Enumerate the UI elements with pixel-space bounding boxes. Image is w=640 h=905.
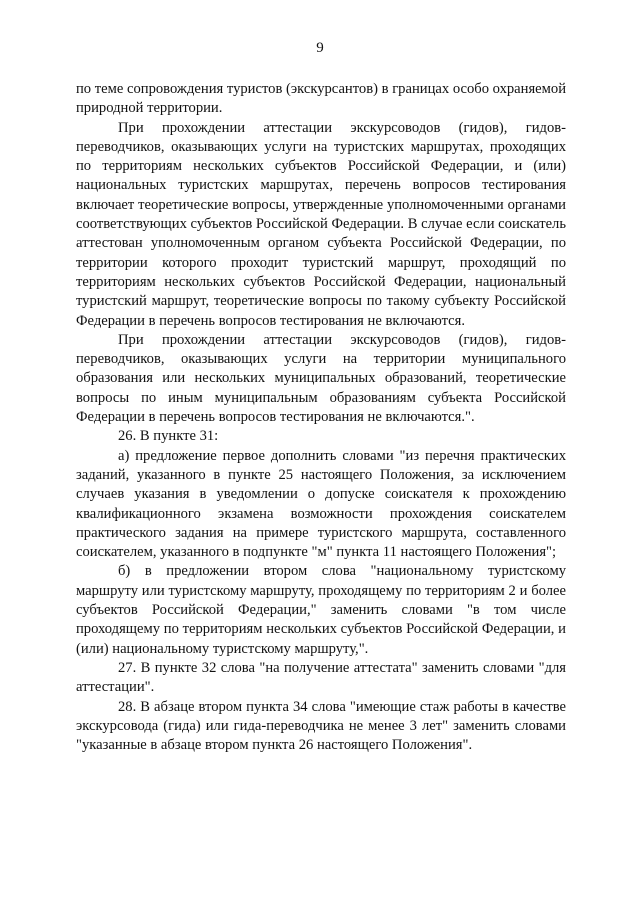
paragraph: При прохождении аттестации экскурсоводов (гидов), гидов-переводчиков, оказывающих услуги на территории муниципального образования или нескольких муниципальных образований, теоретические вопросы по иным муниципальным образованиям субъекта Российской Федерации в перечень вопросов тестирования не включаются.". [76, 331, 566, 426]
paragraph: а) предложение первое дополнить словами "из перечня практических заданий, указанного в пункте 25 настоящего Положения, за исключением случаев указания в уведомлении о допуске соискателя к прохождению квалификационного экзамена возможности прохождения соискателем практического задания на примере туристского маршрута, составленного соискателем, указанного в подпункте "м" пункта 11 настоящего Положения"; [76, 447, 566, 561]
paragraph: 26. В пункте 31: [118, 428, 219, 445]
paragraph: 27. В пункте 32 слова "на получение аттестата" заменить словами "для аттестации". [76, 659, 566, 696]
paragraph: б) в предложении втором слова "национальному туристскому маршруту или туристскому маршруту, проходящему по территориям 2 и более субъектов Российской Федерации," заменить словами "в том числе проходящему по территориям нескольких субъектов Российской Федерации, и (или) национальному туристскому маршруту,". [76, 563, 566, 657]
paragraph: При прохождении аттестации экскурсоводов (гидов), гидов-переводчиков, оказывающих услуги на туристских маршрутах, проходящих по территориям нескольких субъектов Российской Федерации, и (или) национальных туристских маршрутах, перечень вопросов тестирования включает теоретические вопросы, утвержденные уполномоченными органами соответствующих субъектов Российской Федерации. В случае если соискатель аттестован уполномоченным органом субъекта Российской Федерации, по территории которого проходит туристский маршрут, проходящий по территориям нескольких субъектов Российской Федерации, национальный туристский маршрут, теоретические вопросы по такому субъекту Российской Федерации в перечень вопросов тестирования не включаются. [76, 119, 566, 329]
page-number: 9 [316, 40, 324, 56]
document-body [76, 80, 566, 755]
paragraph: 28. В абзаце втором пункта 34 слова "имеющие стаж работы в качестве экскурсовода (гида) или гида-переводчика не менее 3 лет" заменить словами "указанные в абзаце втором пункта 26 настоящего Положения". [76, 698, 566, 754]
paragraph: по теме сопровождения туристов (экскурсантов) в границах особо охраняемой природной территории. [76, 81, 566, 117]
